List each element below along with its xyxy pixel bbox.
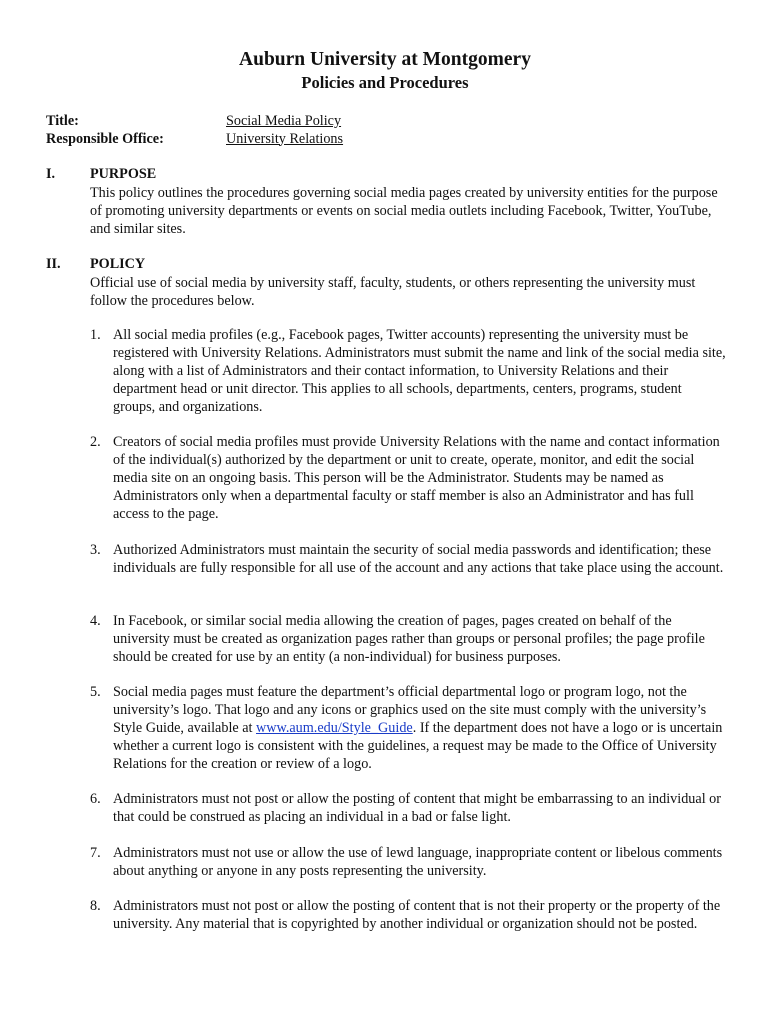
item-text: Administrators must not use or allow the use of lewd language, inappropriate content or libelous comments about anything or anyone in any posts representing the university. — [113, 845, 723, 879]
meta-row-title — [46, 113, 343, 131]
policy-item — [90, 898, 726, 934]
item-number: 5. — [90, 684, 101, 700]
office-value: University Relations — [226, 130, 344, 147]
policy-section — [46, 256, 726, 310]
policy-heading — [46, 256, 726, 274]
policy-item — [90, 684, 726, 774]
policy-item — [90, 542, 726, 578]
item-text: Administrators must not post or allow the posting of content that is not their property or the property of the university. Any material that is copyrighted by another individual or organization should not be posted. — [113, 898, 721, 932]
title-label: Title: — [46, 113, 79, 129]
purpose-heading — [46, 166, 726, 184]
item-number: 6. — [90, 791, 101, 807]
item-number: 4. — [90, 613, 101, 629]
policy-item — [90, 791, 726, 827]
item-number: 1. — [90, 327, 101, 343]
office-label: Responsible Office: — [46, 130, 164, 147]
item-number: 7. — [90, 845, 101, 861]
policy-item — [90, 845, 726, 881]
item-number: 8. — [90, 898, 101, 914]
item-text — [113, 684, 726, 774]
policy-heading-text: POLICY — [90, 256, 146, 272]
purpose-text: This policy outlines the procedures governing social media pages created by university entities for the purpose of promoting university departments or events on social media outlets including Facebook, Twitter, YouTube, and similar sites. — [90, 184, 718, 237]
policy-meta — [46, 113, 343, 148]
item-text: Administrators must not post or allow the posting of content that might be embarrassing to an individual or that could be construed as placing an individual in a bad or false light. — [113, 791, 722, 825]
policy-item — [90, 613, 726, 667]
item-number: 2. — [90, 434, 101, 450]
title-value: Social Media Policy — [226, 113, 342, 129]
item-number: 3. — [90, 542, 101, 558]
document-title: Auburn University at Montgomery — [239, 49, 531, 70]
document-subtitle: Policies and Procedures — [301, 73, 469, 92]
policy-number: II. — [46, 256, 61, 272]
purpose-section — [46, 166, 726, 238]
item-text: All social media profiles (e.g., Facebook pages, Twitter accounts) representing the university must be registered with University Relations. Administrators must submit the name and link of the social media site, along with a list of Administrators and their contact information, to University Relations and their department head or unit director. This applies to all schools, departments, centers, programs, student groups, and organizations. — [113, 327, 726, 415]
item-text: Creators of social media profiles must provide University Relations with the name and contact information of the individual(s) authorized by the department or unit to create, operate, monitor, and edit the social media site on an ongoing basis. This person will be the Administrator. Students may be named as Administrators only when a departmental faculty or staff member is also an Administrator and has full access to the page. — [113, 434, 720, 522]
policy-item — [90, 434, 726, 524]
meta-row-office — [46, 131, 343, 149]
purpose-heading-text: PURPOSE — [90, 166, 157, 182]
item-text-after-link: . If the department does not have a logo or is uncertain whether a current logo is consistent with the guidelines, a request may be made to the Office of University Relations for the creation or review of a logo. — [113, 719, 723, 772]
item-text: Authorized Administrators must maintain the security of social media passwords and identification; these individuals are fully responsible for all use of the account and any actions that take place using the account. — [113, 542, 724, 576]
item-text-before-link: Social media pages must feature the department’s official departmental logo or program logo, not the university’s logo. That logo and any icons or graphics used on the site must comply with the university’s Style Guide, available at — [113, 684, 707, 736]
policy-item — [90, 327, 726, 417]
style-guide-link[interactable]: www.aum.edu/Style_Guide — [256, 719, 413, 736]
item-text: In Facebook, or similar social media allowing the creation of pages, pages created on behalf of the university must be created as organization pages rather than groups or personal profiles; the page profile should be created for use by an entity (a non-individual) for business purposes. — [113, 613, 705, 665]
purpose-number: I. — [46, 166, 56, 182]
policy-intro-text: Official use of social media by university staff, faculty, students, or others representing the university must follow the procedures below. — [90, 274, 696, 309]
